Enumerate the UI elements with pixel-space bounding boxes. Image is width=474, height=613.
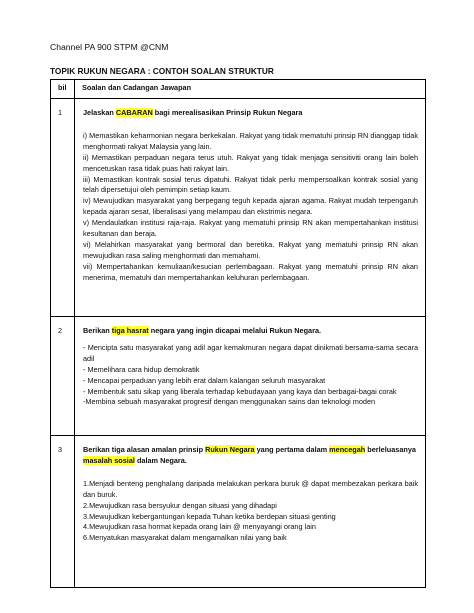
- answer-item: - Membentuk satu sikap yang liberala terhadap kebudayaan yang kaya dan berbagai-bagai corak: [83, 386, 397, 396]
- table-row: [51, 317, 426, 436]
- answer-item: 6.Menyatukan masyarakat dalam mengamalkan nilai yang baik: [83, 533, 287, 543]
- row-content: [75, 317, 426, 436]
- document-title: TOPIK RUKUN NEGARA : CONTOH SOALAN STRUKTUR: [50, 66, 274, 76]
- question-part: berleluasanya: [365, 445, 416, 454]
- question-text: [83, 326, 418, 337]
- answer-item: - Memelihara cara hidup demokratik: [83, 364, 200, 374]
- answer-item: iv) Mewujudkan masyarakat yang berpegang teguh kepada ajaran agama. Rakyat mudah terpengaruh kepada ajaran sesat, liberalisasi yang melampau dan ekstrimis negara.: [83, 196, 418, 217]
- answer-item: 3.Mewujudkan kebergantungan kepada Tuhan ketika berdepan situasi genting: [83, 511, 336, 521]
- question-text: [83, 108, 418, 119]
- row-number: 1: [51, 99, 75, 317]
- highlighted-keyword: tiga hasrat: [111, 326, 149, 335]
- question-part: bagi merealisasikan Prinsip Rukun Negara: [152, 108, 303, 117]
- row-number: 2: [51, 317, 75, 436]
- answer-item: 2.Mewujudkan rasa bersyukur dengan situasi yang dihadapi: [83, 500, 277, 510]
- question-text: [83, 445, 418, 467]
- question-part: yang pertama dalam: [254, 445, 330, 454]
- answer-item: 1.Menjadi benteng penghalang daripada melakukan perkara buruk @ dapat membezakan perkara baik dan buruk.: [83, 478, 418, 499]
- question-part: Berikan tiga alasan amalan prinsip: [83, 445, 206, 454]
- answer-item: iii) Memastikan kontrak sosial terus dipatuhi. Rakyat tidak perlu mempersoalkan kontrak sosial yang telah dipersetujui oleh pemimpin setiap kaum.: [83, 174, 418, 195]
- question-table: [50, 79, 426, 588]
- table-header-row: [51, 80, 426, 99]
- highlighted-keyword: CABARAN: [115, 108, 153, 117]
- row-number: 3: [51, 436, 75, 588]
- answer-item: i) Memastikan keharmonian negara berkekalan. Rakyat yang tidak mematuhi prinsip RN dianggap tidak menghormati rakyat Malaysia yang lain.: [83, 130, 418, 151]
- channel-header: Channel PA 900 STPM @CNM: [50, 42, 169, 52]
- table-row: [51, 436, 426, 588]
- column-header-content: Soalan dan Cadangan Jawapan: [75, 80, 426, 99]
- answer-item: v) Mendaulatkan institusi raja-raja. Rakyat yang mematuhi prinsip RN akan mempertahankan institusi kesultanan dan beraja.: [83, 218, 418, 239]
- highlighted-keyword: mencegah: [329, 445, 366, 454]
- highlighted-keyword: masalah sosial: [83, 455, 135, 465]
- question-part: dalam Negara.: [134, 455, 187, 465]
- question-part: Berikan: [83, 326, 112, 335]
- answer-item: ii) Memastikan perpaduan negara terus utuh. Rakyat yang tidak menjaga sensitiviti orang lain boleh mencetuskan rasa tidak puas hati rakyat lain.: [83, 152, 418, 173]
- highlighted-keyword: Rukun Negara: [205, 445, 255, 454]
- answer-item: - Mencapai perpaduan yang lebih erat dalam kalangan seluruh masyarakat: [83, 375, 326, 385]
- question-part: Jelaskan: [83, 108, 116, 117]
- answer-list: [83, 131, 418, 284]
- row-content: [75, 99, 426, 317]
- question-part: negara yang ingin dicapai melalui Rukun Negara.: [148, 326, 322, 335]
- table-row: [51, 99, 426, 317]
- row-content: [75, 436, 426, 588]
- answer-list: [83, 343, 418, 408]
- answer-item: vi) Melahirkan masyarakat yang bermoral dan beretika. Rakyat yang mematuhi prinsip RN akan mewujudkan rasa saling menghormati dan memahami.: [83, 239, 418, 260]
- answer-item: -Membina sebuah masyarakat progresif dengan menggunakan sains dan teknologi moden: [83, 397, 376, 407]
- answer-item: 4.Mewujudkan rasa hormat kepada orang lain @ menyayangi orang lain: [83, 522, 316, 532]
- column-header-bil: bil: [51, 80, 75, 99]
- answer-item: vii) Mempertahankan kemuliaan/kesucian perlembagaan. Rakyat yang mematuhi prinsip RN akan menerima, mematuhi dan mempertahankan keluhuran perlembagaan.: [83, 261, 418, 282]
- answer-list: [83, 479, 418, 544]
- answer-item: - Mencipta satu masyarakat yang adil agar kemakmuran negara dapat dinikmati bersama-sama secara adil: [83, 342, 418, 363]
